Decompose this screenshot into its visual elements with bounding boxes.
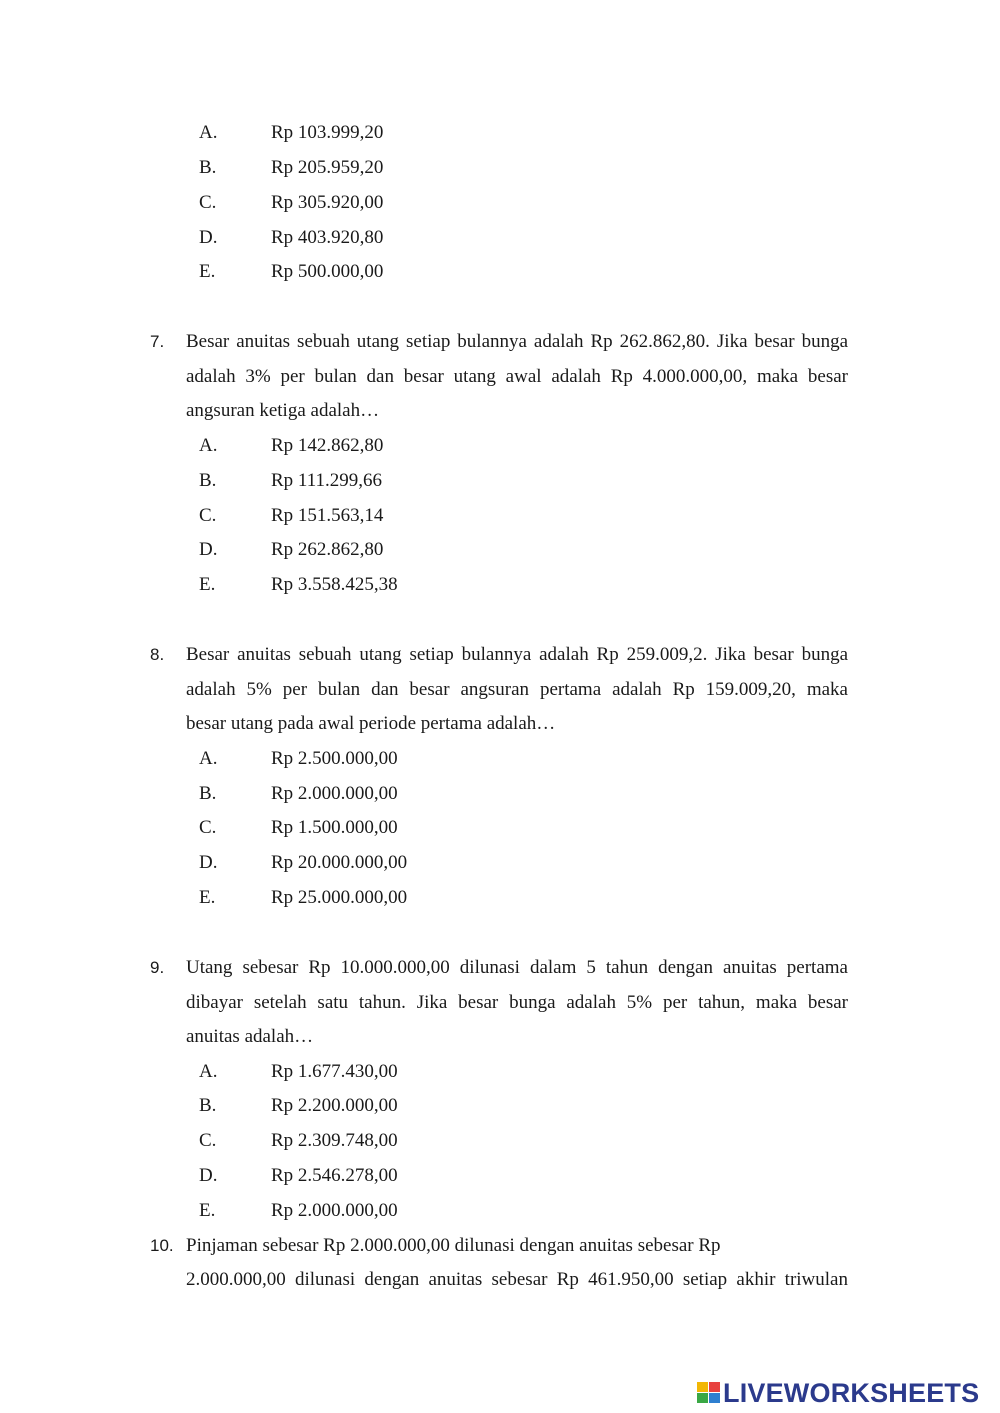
option-letter: A. (199, 122, 218, 143)
question-text-line: besar utang pada awal periode pertama adalah… (186, 713, 556, 734)
option-value: Rp 151.563,14 (271, 505, 384, 526)
option-value: Rp 262.862,80 (271, 539, 384, 560)
option-value: Rp 1.500.000,00 (271, 817, 398, 838)
option-letter: C. (199, 192, 217, 213)
option-letter: D. (199, 539, 218, 560)
option-letter: C. (199, 505, 217, 526)
question-text-line: adalah 5% per bulan dan besar angsuran pertama adalah Rp 159.009,20, maka (186, 679, 848, 700)
question-text-line: anuitas adalah… (186, 1026, 314, 1047)
option-letter: B. (199, 783, 217, 804)
option-letter: D. (199, 227, 218, 248)
option-letter: A. (199, 435, 218, 456)
liveworksheets-logo[interactable] (697, 1378, 993, 1408)
option-letter: B. (199, 470, 217, 491)
option-value: Rp 3.558.425,38 (271, 574, 398, 595)
option-value: Rp 2.000.000,00 (271, 783, 398, 804)
option-value: Rp 2.000.000,00 (271, 1200, 398, 1221)
option-letter: E. (199, 1200, 216, 1221)
option-value: Rp 142.862,80 (271, 435, 384, 456)
option-letter: E. (199, 261, 216, 282)
option-letter: C. (199, 1130, 217, 1151)
option-value: Rp 305.920,00 (271, 192, 384, 213)
option-value: Rp 2.200.000,00 (271, 1095, 398, 1116)
option-letter: B. (199, 1095, 217, 1116)
question-text-line: dibayar setelah satu tahun. Jika besar bunga adalah 5% per tahun, maka besar (186, 992, 848, 1013)
liveworksheets-logo-icon (697, 1382, 721, 1404)
option-letter: B. (199, 157, 217, 178)
option-value: Rp 2.546.278,00 (271, 1165, 398, 1186)
option-letter: E. (199, 887, 216, 908)
option-value: Rp 205.959,20 (271, 157, 384, 178)
question-text-line: Besar anuitas sebuah utang setiap bulannya adalah Rp 259.009,2. Jika besar bunga (186, 644, 848, 665)
option-value: Rp 111.299,66 (271, 470, 383, 491)
liveworksheets-logo-text: LIVEWORKSHEETS (723, 1378, 980, 1408)
option-value: Rp 25.000.000,00 (271, 887, 408, 908)
option-value: Rp 500.000,00 (271, 261, 384, 282)
option-letter: C. (199, 817, 217, 838)
question-number: 10. (150, 1236, 174, 1255)
option-letter: A. (199, 1061, 218, 1082)
option-value: Rp 403.920,80 (271, 227, 384, 248)
question-text-line: Besar anuitas sebuah utang setiap bulannya adalah Rp 262.862,80. Jika besar bunga (186, 331, 848, 352)
question-text-line: 2.000.000,00 dilunasi dengan anuitas sebesar Rp 461.950,00 setiap akhir triwulan (186, 1269, 848, 1290)
question-text-line: angsuran ketiga adalah… (186, 400, 380, 421)
question-text-line: adalah 3% per bulan dan besar utang awal adalah Rp 4.000.000,00, maka besar (186, 366, 848, 387)
option-value: Rp 1.677.430,00 (271, 1061, 398, 1082)
question-number: 7. (150, 332, 165, 351)
question-number: 9. (150, 958, 165, 977)
option-letter: E. (199, 574, 216, 595)
option-value: Rp 2.500.000,00 (271, 748, 398, 769)
question-number: 8. (150, 645, 165, 664)
question-text-line: Pinjaman sebesar Rp 2.000.000,00 dilunasi dengan anuitas sebesar Rp (186, 1235, 721, 1256)
option-letter: A. (199, 748, 218, 769)
option-value: Rp 103.999,20 (271, 122, 384, 143)
option-value: Rp 20.000.000,00 (271, 852, 408, 873)
option-letter: D. (199, 1165, 218, 1186)
option-letter: D. (199, 852, 218, 873)
question-text-line: Utang sebesar Rp 10.000.000,00 dilunasi dalam 5 tahun dengan anuitas pertama (186, 957, 848, 978)
option-value: Rp 2.309.748,00 (271, 1130, 398, 1151)
